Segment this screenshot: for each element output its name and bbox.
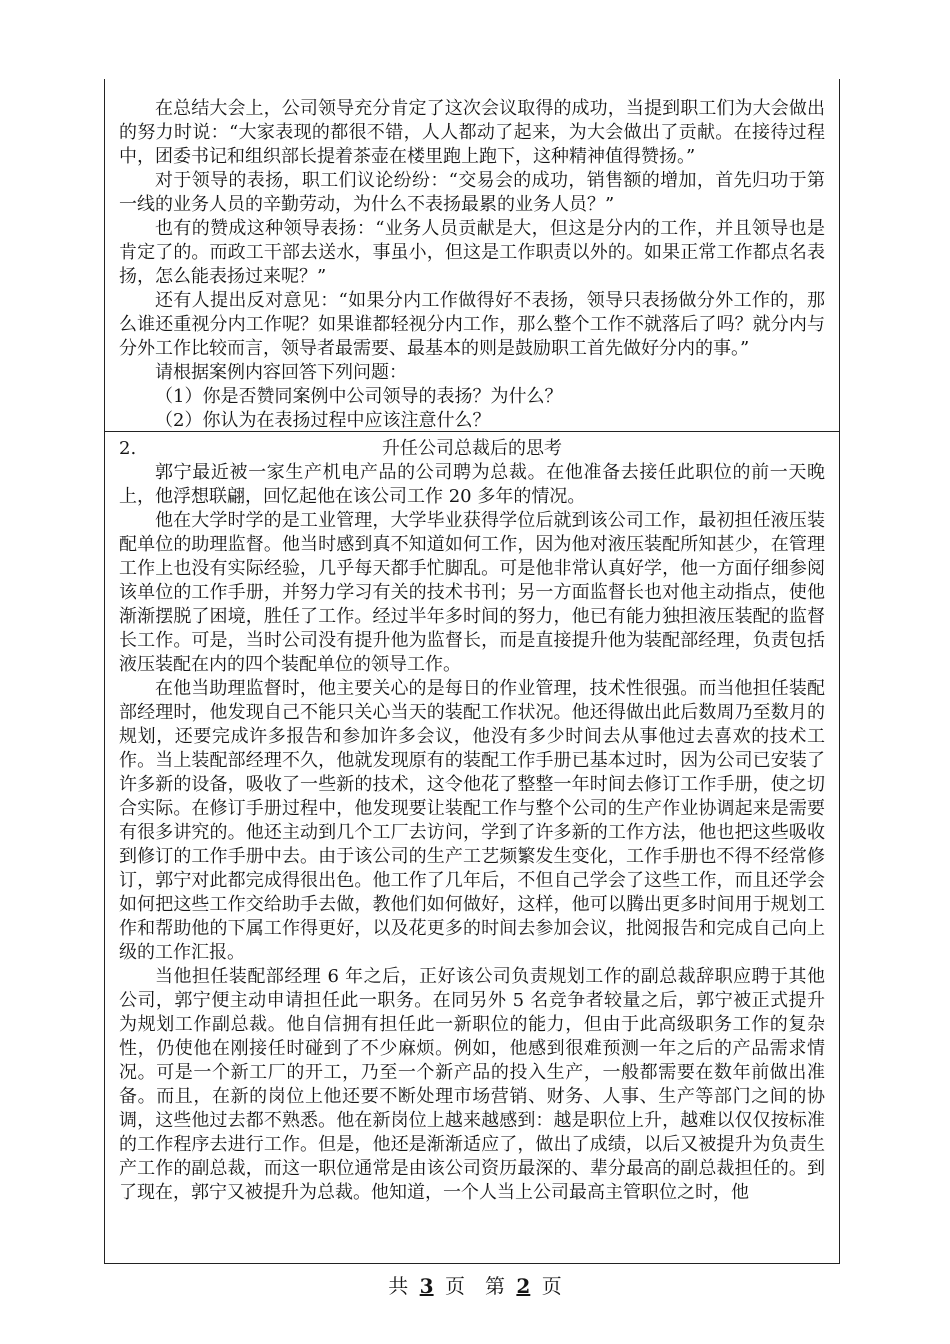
case-one-paragraph-2: 对于领导的表扬，职工们议论纷纷：“交易会的成功，销售额的增加，首先归功于第一线的业务人员的辛勤劳动，为什么不表扬最累的业务人员？” bbox=[119, 170, 825, 215]
case-one-instruction: 请根据案例内容回答下列问题： bbox=[155, 362, 407, 383]
exam-page-frame bbox=[104, 79, 840, 1264]
case-two-section bbox=[105, 435, 839, 1263]
section-divider bbox=[105, 431, 839, 432]
case-two-paragraph-4: 当他担任装配部经理 6 年之后，正好该公司负责规划工作的副总裁辞职应聘于其他公司，郭宁便主动申请担任此一职务。在同另外 5 名竞争者较量之后，郭宁被正式提升为规划工作副总裁。他自信拥有担任此一新职位的能力，但由于此高级职务工作的复杂性，仍使他在刚接任时碰到了不少麻烦。例如，他感到很难预测一年之后的产品需求情况。可是一个新工厂的开工，乃至一个新产品的投入生产，一般都需要在数年前做出准备。而且，在新的岗位上他还要不断处理市场营销、财务、人事、生产等部门之间的协调，这些他过去都不熟悉。他在新岗位上越来越感到：越是职位上升，越难以仅仅按标准的工作程序去进行工作。但是，他还是渐渐适应了，做出了成绩，以后又被提升为负责生产工作的副总裁，而这一职位通常是由该公司资历最深的、辈分最高的副总裁担任的。到了现在，郭宁又被提升为总裁。他知道，一个人当上公司最高主管职位之时，他 bbox=[119, 966, 825, 1203]
current-page: 2 bbox=[516, 1274, 531, 1298]
footer-middle: 页 第 bbox=[445, 1274, 505, 1298]
case-two-header bbox=[119, 437, 825, 461]
case-one-section bbox=[105, 79, 839, 431]
case-two-paragraph-1: 郭宁最近被一家生产机电产品的公司聘为总裁。在他准备去接任此职位的前一天晚上，他浮想联翩，回忆起他在该公司工作 20 多年的情况。 bbox=[119, 462, 825, 507]
total-pages: 3 bbox=[419, 1274, 434, 1298]
case-number: 2. bbox=[119, 438, 137, 459]
question-1: （1）你是否赞同案例中公司领导的表扬？为什么？ bbox=[155, 386, 563, 407]
page-footer bbox=[0, 1272, 950, 1300]
case-one-paragraph-1: 在总结大会上，公司领导充分肯定了这次会议取得的成功，当提到职工们为大会做出的努力时说：“大家表现的都很不错，人人都动了起来，为大会做出了贡献。在接待过程中，团委书记和组织部长提着茶壶在楼里跑上跑下，这种精神值得赞扬。” bbox=[119, 98, 825, 167]
footer-suffix: 页 bbox=[541, 1274, 562, 1298]
footer-prefix: 共 bbox=[388, 1274, 409, 1298]
case-two-paragraph-3: 在他当助理监督时，他主要关心的是每日的作业管理，技术性很强。而当他担任装配部经理时，他发现自己不能只关心当天的装配工作状况。他还得做出此后数周乃至数月的规划，还要完成许多报告和参加许多会议，他没有多少时间去从事他过去喜欢的技术工作。当上装配部经理不久，他就发现原有的装配工作手册已基本过时，因为公司已安装了许多新的设备，吸收了一些新的技术，这令他花了整整一年时间去修订工作手册，使之切合实际。在修订手册过程中，他发现要让装配工作与整个公司的生产作业协调起来是需要有很多讲究的。他还主动到几个工厂去访问，学到了许多新的工作方法，他也把这些吸收到修订的工作手册中去。由于该公司的生产工艺频繁发生变化，工作手册也不得不经常修订，郭宁对此都完成得很出色。他工作了几年后，不但自己学会了这些工作，而且还学会如何把这些工作交给助手去做，教他们如何做好，这样，他可以腾出更多时间用于规划工作和帮助他的下属工作得更好，以及花更多的时间去参加会议，批阅报告和完成自己向上级的工作汇报。 bbox=[119, 678, 825, 963]
question-2: （2）你认为在表扬过程中应该注意什么？ bbox=[155, 410, 491, 431]
case-one-paragraph-3: 也有的赞成这种领导表扬：“业务人员贡献是大，但这是分内的工作，并且领导也是肯定了的。而政工干部去送水，事虽小，但这是工作职责以外的。如果正常工作都点名表扬，怎么能表扬过来呢？” bbox=[119, 218, 825, 287]
case-two-paragraph-2: 他在大学时学的是工业管理，大学毕业获得学位后就到该公司工作，最初担任液压装配单位的助理监督。他当时感到真不知道如何工作，因为他对液压装配所知甚少，在管理工作上也没有实际经验，几乎每天都手忙脚乱。可是他非常认真好学，他一方面仔细参阅该单位的工作手册，并努力学习有关的技术书刊；另一方面监督长也对他主动指点，使他渐渐摆脱了困境，胜任了工作。经过半年多时间的努力，他已有能力独担液压装配的监督长工作。可是，当时公司没有提升他为监督长，而是直接提升他为装配部经理，负责包括液压装配在内的四个装配单位的领导工作。 bbox=[119, 510, 825, 675]
case-one-paragraph-4: 还有人提出反对意见：“如果分内工作做得好不表扬，领导只表扬做分外工作的，那么谁还重视分内工作呢？如果谁都轻视分内工作，那么整个工作不就落后了吗？就分内与分外工作比较而言，领导者最需要、最基本的则是鼓励职工首先做好分内的事。” bbox=[119, 290, 825, 359]
case-title: 升任公司总裁后的思考 bbox=[382, 438, 562, 459]
